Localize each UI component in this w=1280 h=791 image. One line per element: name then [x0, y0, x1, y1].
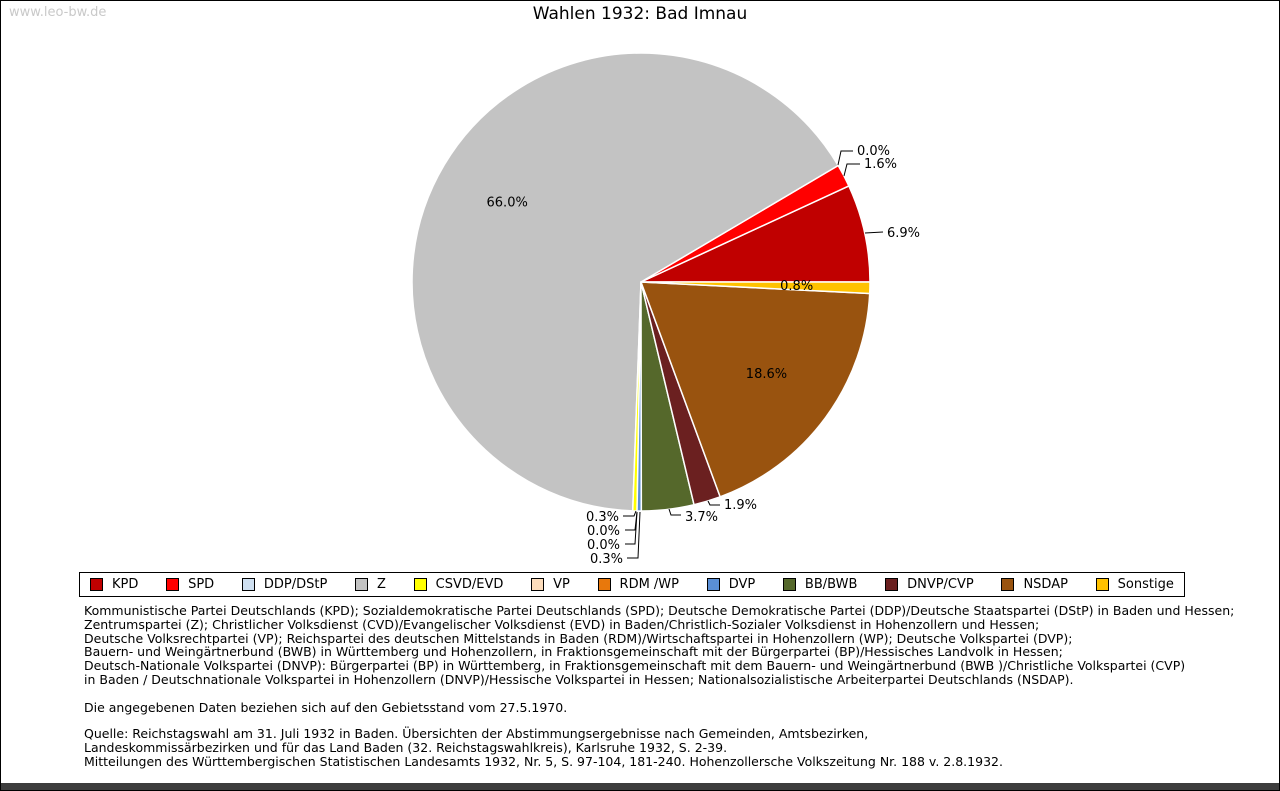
- pct-label-DVP: 0.3%: [589, 552, 623, 567]
- legend-label: KPD: [112, 577, 139, 592]
- pct-label-CSVD-EVD: 0.3%: [585, 510, 619, 525]
- label-leader-line: [669, 509, 681, 515]
- note-line: Zentrumspartei (Z); Christlicher Volksdienst (CVD)/Evangelischer Volksdienst (EVD) in Baden/Christlich-Sozialer Volksdienst in Hohenzollern und Hessen;: [84, 616, 1040, 632]
- legend-swatch-icon: [885, 578, 898, 591]
- legend-label: RDM /WP: [619, 577, 679, 592]
- legend-swatch-icon: [90, 578, 103, 591]
- legend-label: DVP: [728, 577, 756, 592]
- legend-swatch-icon: [242, 578, 255, 591]
- legend-item-VP: [531, 577, 570, 592]
- legend-item-KPD: [90, 577, 138, 592]
- legend-label: Sonstige: [1117, 577, 1174, 592]
- legend-item-CSVD-EVD: [414, 577, 504, 592]
- label-leader-line: [708, 501, 720, 505]
- label-leader-line: [627, 512, 640, 558]
- note-line: Deutsch-Nationale Volkspartei (DNVP): Bürgerpartei (BP) in Württemberg, in Fraktionsgemeinschaft mit dem Bauern- und Weingärtnerbund (BWB )/Christliche Volkspartei (CVP): [84, 658, 1186, 674]
- source-citation: [84, 727, 1003, 768]
- note-line: Deutsche Volksrechtpartei (VP); Reichspartei des deutschen Mittelstands in Baden (RDM)/Wirtschaftspartei in Hohenzollern (WP); Deutsche Volkspartei (DVP);: [84, 630, 1073, 646]
- pie-chart: [1, 1, 1280, 571]
- legend-item-Sonstige: [1096, 577, 1174, 592]
- pct-label-SPD: 1.6%: [864, 157, 898, 172]
- chart-title: Wahlen 1932: Bad Imnau: [532, 4, 748, 24]
- pct-label-NSDAP: 18.6%: [745, 367, 788, 383]
- pct-label-KPD: 6.9%: [887, 226, 921, 241]
- legend-item-SPD: [166, 577, 214, 592]
- legend-item-DVP: [707, 577, 756, 592]
- legend-swatch-icon: [1096, 578, 1109, 591]
- legend-label: DDP/DStP: [263, 577, 328, 592]
- pct-label-BB-BWB: 3.7%: [685, 510, 719, 525]
- legend-swatch-icon: [355, 578, 368, 591]
- gebietsstand-note: Die angegebenen Daten beziehen sich auf den Gebietsstand vom 27.5.1970.: [84, 700, 568, 715]
- chart-legend: [79, 572, 1185, 597]
- source-line: Mitteilungen des Württembergischen Statistischen Landesamts 1932, Nr. 5, S. 97-104, 181-240. Hohenzollersche Volkszeitung Nr. 188 v. 2.8.1932.: [84, 753, 1003, 769]
- legend-label: NSDAP: [1023, 577, 1068, 592]
- legend-label: BB/BWB: [804, 577, 858, 592]
- watermark-text: www.leo-bw.de: [9, 5, 107, 20]
- label-leader-line: [625, 512, 637, 530]
- label-leader-line: [844, 164, 860, 176]
- note-line: in Baden / Deutschnationale Volkspartei in Hohenzollern (DNVP)/Hessische Volkspartei in Hessen; Nationalsozialistische Arbeiterpartei Deutschlands (NSDAP).: [84, 671, 1074, 687]
- legend-swatch-icon: [531, 578, 544, 591]
- legend-item-RDM-WP: [598, 577, 679, 592]
- window-bottom-bar: [1, 783, 1279, 790]
- legend-item-DNVP-CVP: [885, 577, 974, 592]
- legend-swatch-icon: [414, 578, 427, 591]
- source-line: Landeskommissärbezirken und für das Land Baden (32. Reichstagswahlkreis), Karlsruhe 1932, S. 2-39.: [84, 739, 728, 755]
- label-leader-line: [865, 232, 883, 233]
- legend-label: CSVD/EVD: [435, 577, 504, 592]
- legend-swatch-icon: [1001, 578, 1014, 591]
- legend-label: VP: [553, 577, 570, 592]
- legend-item-DDP-DStP: [242, 577, 327, 592]
- legend-swatch-icon: [166, 578, 179, 591]
- legend-label: DNVP/CVP: [907, 577, 974, 592]
- label-leader-line: [838, 151, 853, 165]
- pct-label-Z: 66.0%: [486, 195, 528, 211]
- legend-label: Z: [377, 577, 386, 592]
- pct-label-Sonstige: 0.8%: [780, 278, 814, 294]
- legend-swatch-icon: [783, 578, 796, 591]
- legend-item-BB-BWB: [783, 577, 857, 592]
- pct-label-VP: 0.0%: [586, 524, 620, 539]
- legend-swatch-icon: [598, 578, 611, 591]
- pct-label-DNVP-CVP: 1.9%: [724, 498, 758, 513]
- legend-item-NSDAP: [1001, 577, 1068, 592]
- label-leader-line: [623, 511, 636, 516]
- legend-label: SPD: [188, 577, 215, 592]
- legend-item-Z: [355, 577, 386, 592]
- note-line: Bauern- und Weingärtnerbund (BWB) in Württemberg und Hohenzollern, in Fraktionsgemeinschaft mit der Bürgerpartei (BP)/Hessisches Landvolk in Hessen;: [84, 644, 1063, 660]
- pct-label-DDP-DStP: 0.0%: [857, 144, 891, 159]
- note-line: Kommunistische Partei Deutschlands (KPD); Sozialdemokratische Partei Deutschlands (SPD); Deutsche Demokratische Partei (DDP)/Deutsche Staatspartei (DStP) in Baden und Hessen;: [84, 603, 1235, 618]
- legend-swatch-icon: [707, 578, 720, 591]
- party-abbreviation-notes: [84, 604, 1234, 687]
- source-line: Quelle: Reichstagswahl am 31. Juli 1932 in Baden. Übersichten der Abstimmungsergebnisse nach Gemeinden, Amtsbezirken,: [84, 726, 869, 741]
- pct-label-RDM-WP: 0.0%: [586, 538, 620, 553]
